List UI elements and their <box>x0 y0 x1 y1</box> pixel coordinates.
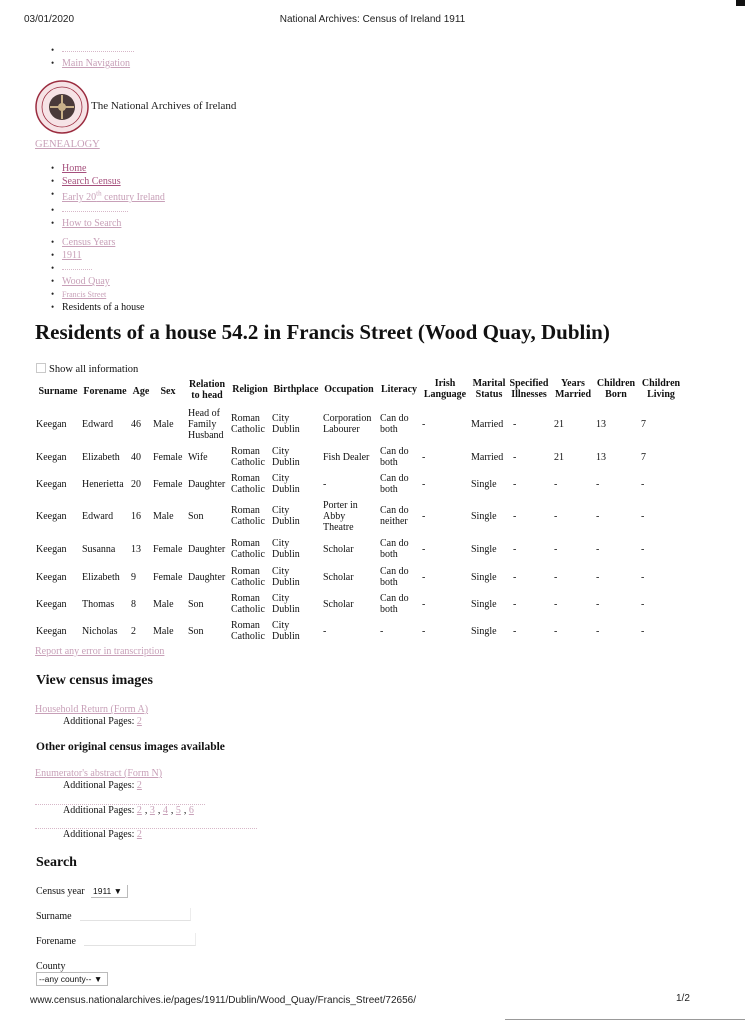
table-cell-children-living: 7 <box>641 418 646 430</box>
household-return-link[interactable]: Household Return (Form A) <box>35 704 149 715</box>
footer-url: www.census.nationalarchives.ie/pages/1911/Dublin/Wood_Quay/Francis_Street/72656/ <box>30 995 416 1006</box>
table-cell-children-born: 13 <box>596 451 606 463</box>
table-cell-occupation: - <box>323 478 327 490</box>
table-cell-occupation: Scholar <box>323 598 354 610</box>
table-cell-irish: - <box>422 451 426 463</box>
table-cell-surname: Keegan <box>36 418 67 430</box>
household-return-row <box>35 704 148 715</box>
table-cell-illnesses: - <box>513 571 517 583</box>
table-cell-birthplace: City Dublin <box>272 620 300 642</box>
logo-alt-text[interactable]: The National Archives of Ireland <box>91 100 237 112</box>
table-cell-age: 16 <box>131 510 141 522</box>
table-cell-religion: Roman Catholic <box>231 446 265 468</box>
county-label: County <box>36 961 66 972</box>
page-link[interactable]: 2 <box>136 829 142 840</box>
skip-link-item <box>50 44 134 57</box>
breadcrumb-census-years <box>50 236 145 249</box>
table-cell-sex: Male <box>153 598 174 610</box>
nav-item-hidden <box>50 204 165 217</box>
table-cell-relation: Wife <box>188 451 208 463</box>
column-header-irish-language: Irish Language <box>423 378 467 400</box>
home-link[interactable]: Home <box>62 163 87 174</box>
table-cell-illnesses: - <box>513 510 517 522</box>
forename-label: Forename <box>36 936 76 947</box>
table-cell-birthplace: City Dublin <box>272 538 300 560</box>
page-link[interactable]: 3 <box>149 805 155 816</box>
report-error-section <box>35 646 164 657</box>
breadcrumb-hidden <box>50 262 145 275</box>
table-cell-years-married: - <box>554 625 558 637</box>
additional-pages-label: Additional Pages: <box>63 716 135 727</box>
table-cell-marital: Single <box>471 478 497 490</box>
table-cell-marital: Single <box>471 571 497 583</box>
additional-pages-label: Additional Pages: <box>63 805 135 816</box>
census-year-value: 1911 <box>93 886 112 896</box>
household-page-link[interactable]: 2 <box>136 716 142 727</box>
table-cell-children-born: - <box>596 598 600 610</box>
page-link[interactable]: 5 <box>175 805 181 816</box>
column-header-age: Age <box>132 386 150 397</box>
nav-item-early-20th <box>50 188 165 204</box>
breadcrumb-current <box>50 301 145 314</box>
table-cell-children-living: 7 <box>641 451 646 463</box>
table-cell-sex: Male <box>153 625 174 637</box>
table-cell-years-married: - <box>554 510 558 522</box>
genealogy-link[interactable]: GENEALOGY <box>35 139 100 150</box>
breadcrumb-year <box>50 249 145 262</box>
table-cell-years-married: - <box>554 571 558 583</box>
column-header-relation: Relation to head <box>188 379 226 401</box>
table-cell-age: 9 <box>131 571 136 583</box>
column-header-specified-illnesses: Specified Illnesses <box>509 378 549 400</box>
table-cell-age: 13 <box>131 543 141 555</box>
table-cell-children-living: - <box>641 598 645 610</box>
column-header-forename: Forename <box>83 386 127 397</box>
table-cell-occupation: Fish Dealer <box>323 451 370 463</box>
show-all-toggle[interactable] <box>36 363 138 375</box>
table-cell-sex: Female <box>153 451 183 463</box>
table-cell-sex: Female <box>153 543 183 555</box>
table-cell-children-born: - <box>596 510 600 522</box>
table-cell-sex: Female <box>153 571 183 583</box>
table-cell-occupation: Scholar <box>323 543 354 555</box>
column-header-marital-status: Marital Status <box>472 378 506 400</box>
table-cell-marital: Married <box>471 451 504 463</box>
show-all-checkbox[interactable] <box>36 363 46 373</box>
table-cell-surname: Keegan <box>36 451 67 463</box>
table-cell-irish: - <box>422 478 426 490</box>
table-cell-literacy: Can do both <box>380 593 409 615</box>
second-additional-pages: Additional Pages: 2 , 3 , 4 , 5 , 6 <box>63 805 194 816</box>
table-cell-surname: Keegan <box>36 598 67 610</box>
table-cell-marital: Single <box>471 625 497 637</box>
table-cell-irish: - <box>422 598 426 610</box>
table-cell-irish: - <box>422 571 426 583</box>
enumerator-abstract-link[interactable]: Enumerator's abstract (Form N) <box>35 768 163 779</box>
table-cell-relation: Head of Family Husband <box>188 407 224 441</box>
table-cell-occupation: Corporation Labourer <box>323 413 372 435</box>
census-year-label: Census year <box>36 886 85 897</box>
table-cell-relation: Son <box>188 625 204 637</box>
genealogy-section <box>35 139 100 150</box>
table-cell-age: 46 <box>131 418 141 430</box>
table-cell-children-born: - <box>596 543 600 555</box>
chevron-down-icon: ▼ <box>113 886 123 896</box>
table-cell-literacy: Can do both <box>380 473 409 495</box>
table-cell-religion: Roman Catholic <box>231 566 265 588</box>
table-cell-relation: Daughter <box>188 543 226 555</box>
table-cell-irish: - <box>422 543 426 555</box>
table-cell-religion: Roman Catholic <box>231 538 265 560</box>
table-cell-surname: Keegan <box>36 543 67 555</box>
table-cell-birthplace: City Dublin <box>272 566 300 588</box>
scan-bottom-line <box>505 1019 745 1020</box>
table-cell-relation: Daughter <box>188 571 226 583</box>
report-error-link[interactable]: Report any error in transcription <box>35 646 165 657</box>
table-cell-relation: Son <box>188 598 204 610</box>
table-cell-religion: Roman Catholic <box>231 473 265 495</box>
breadcrumb-francis-street <box>50 288 145 301</box>
table-cell-surname: Keegan <box>36 625 67 637</box>
chevron-down-icon: ▼ <box>93 974 103 984</box>
table-cell-religion: Roman Catholic <box>231 593 265 615</box>
table-cell-age: 2 <box>131 625 136 637</box>
table-cell-forename: Nicholas <box>82 625 118 637</box>
page-link[interactable]: 2 <box>136 805 142 816</box>
enumerator-page-link[interactable]: 2 <box>136 780 142 791</box>
table-cell-children-living: - <box>641 625 645 637</box>
year-link[interactable]: 1911 <box>62 250 82 261</box>
table-cell-age: 8 <box>131 598 136 610</box>
page-link[interactable]: 4 <box>162 805 168 816</box>
wood-quay-link[interactable]: Wood Quay <box>62 276 110 287</box>
forename-input[interactable] <box>84 933 196 946</box>
table-cell-birthplace: City Dublin <box>272 473 300 495</box>
table-cell-surname: Keegan <box>36 478 67 490</box>
column-header-religion: Religion <box>232 384 268 395</box>
national-archives-logo[interactable] <box>35 80 89 134</box>
table-cell-literacy: Can do both <box>380 538 409 560</box>
table-cell-occupation: Scholar <box>323 571 354 583</box>
table-cell-years-married: 21 <box>554 451 564 463</box>
column-header-occupation: Occupation <box>324 384 374 395</box>
table-cell-religion: Roman Catholic <box>231 413 265 435</box>
print-title: National Archives: Census of Ireland 1911 <box>279 14 466 25</box>
table-cell-relation: Daughter <box>188 478 226 490</box>
household-additional-pages <box>63 716 145 727</box>
how-to-search-link[interactable]: How to Search <box>62 218 122 230</box>
search-census-link[interactable]: Search Census <box>62 176 121 187</box>
column-header-sex: Sex <box>160 386 176 397</box>
early-20th-century-link[interactable]: Early 20th century Ireland <box>62 190 165 204</box>
county-value: --any county-- <box>39 974 92 984</box>
table-cell-occupation: - <box>323 625 327 637</box>
table-cell-illnesses: - <box>513 543 517 555</box>
table-cell-marital: Married <box>471 418 504 430</box>
table-cell-sex: Male <box>153 510 174 522</box>
table-cell-literacy: Can do both <box>380 413 409 435</box>
table-cell-children-living: - <box>641 510 645 522</box>
surname-label: Surname <box>36 911 72 922</box>
table-cell-irish: - <box>422 418 426 430</box>
table-cell-age: 40 <box>131 451 141 463</box>
enumerator-abstract-row <box>35 768 162 779</box>
surname-input[interactable] <box>80 908 191 921</box>
footer-page-number: 1/2 <box>676 993 690 1004</box>
nav-item-how-to-search <box>50 217 165 230</box>
table-cell-marital: Single <box>471 510 497 522</box>
table-cell-illnesses: - <box>513 598 517 610</box>
census-year-select[interactable] <box>91 885 128 898</box>
table-cell-sex: Female <box>153 478 183 490</box>
table-cell-years-married: 21 <box>554 418 564 430</box>
archives-seal-icon <box>35 80 89 134</box>
other-images-heading: Other original census images available <box>36 741 225 753</box>
table-cell-irish: - <box>422 625 426 637</box>
table-cell-birthplace: City Dublin <box>272 593 300 615</box>
table-cell-forename: Edward <box>82 418 114 430</box>
breadcrumb-wood-quay <box>50 275 145 288</box>
nav-item-search-census <box>50 175 165 188</box>
table-cell-age: 20 <box>131 478 141 490</box>
table-cell-children-born: - <box>596 571 600 583</box>
table-cell-birthplace: City Dublin <box>272 446 300 468</box>
table-cell-children-born: - <box>596 625 600 637</box>
table-cell-marital: Single <box>471 598 497 610</box>
search-heading: Search <box>36 855 77 870</box>
county-select[interactable] <box>36 972 108 986</box>
table-cell-literacy: Can do both <box>380 446 409 468</box>
column-header-literacy: Literacy <box>380 384 418 395</box>
top-nav <box>50 44 134 70</box>
census-years-link[interactable]: Census Years <box>62 237 116 248</box>
francis-street-link[interactable]: Francis Street <box>62 290 107 299</box>
print-date: 03/01/2020 <box>24 14 75 25</box>
table-cell-years-married: - <box>554 478 558 490</box>
table-cell-irish: - <box>422 510 426 522</box>
table-cell-forename: Edward <box>82 510 114 522</box>
scan-corner-mark <box>736 0 745 6</box>
table-cell-literacy: Can do neither <box>380 505 409 527</box>
table-cell-forename: Elizabeth <box>82 571 120 583</box>
table-cell-illnesses: - <box>513 625 517 637</box>
column-header-birthplace: Birthplace <box>273 384 319 395</box>
print-header <box>0 14 745 28</box>
show-all-label: Show all information <box>49 364 139 375</box>
census-images-heading: View census images <box>36 673 153 688</box>
additional-pages-label: Additional Pages: <box>63 829 135 840</box>
table-cell-surname: Keegan <box>36 571 67 583</box>
breadcrumb-current-label: Residents of a house <box>62 302 145 313</box>
additional-pages-label: Additional Pages: <box>63 780 135 791</box>
nav-item-home <box>50 162 165 175</box>
table-cell-literacy: - <box>380 625 384 637</box>
table-cell-sex: Male <box>153 418 174 430</box>
table-cell-illnesses: - <box>513 451 517 463</box>
breadcrumb <box>50 236 145 314</box>
column-header-children-living: Children Living <box>641 378 681 400</box>
table-cell-children-living: - <box>641 478 645 490</box>
table-cell-illnesses: - <box>513 478 517 490</box>
table-cell-surname: Keegan <box>36 510 67 522</box>
table-cell-children-born: 13 <box>596 418 606 430</box>
table-cell-children-living: - <box>641 543 645 555</box>
table-cell-children-living: - <box>641 571 645 583</box>
table-cell-literacy: Can do both <box>380 566 409 588</box>
third-additional-pages <box>63 829 145 840</box>
main-navigation-link[interactable]: Main Navigation <box>62 58 131 69</box>
table-cell-illnesses: - <box>513 418 517 430</box>
page-link[interactable]: 6 <box>188 805 194 816</box>
table-cell-forename: Thomas <box>82 598 115 610</box>
table-cell-birthplace: City Dublin <box>272 505 300 527</box>
table-cell-years-married: - <box>554 543 558 555</box>
table-cell-forename: Elizabeth <box>82 451 120 463</box>
table-cell-forename: Henerietta <box>82 478 124 490</box>
table-cell-children-born: - <box>596 478 600 490</box>
column-header-children-born: Children Born <box>596 378 636 400</box>
page-title: Residents of a house 54.2 in Francis Street (Wood Quay, Dublin) <box>35 320 610 344</box>
column-header-surname: Surname <box>38 386 78 397</box>
table-cell-birthplace: City Dublin <box>272 413 300 435</box>
table-cell-forename: Susanna <box>82 543 116 555</box>
main-navigation-item <box>50 57 134 70</box>
table-cell-relation: Son <box>188 510 204 522</box>
table-cell-religion: Roman Catholic <box>231 620 265 642</box>
primary-nav <box>50 162 165 230</box>
table-cell-years-married: - <box>554 598 558 610</box>
table-cell-religion: Roman Catholic <box>231 505 265 527</box>
table-cell-marital: Single <box>471 543 497 555</box>
table-cell-occupation: Porter in Abby Theatre <box>323 499 358 533</box>
column-header-years-married: Years Married <box>554 378 592 400</box>
enumerator-additional-pages <box>63 780 145 791</box>
